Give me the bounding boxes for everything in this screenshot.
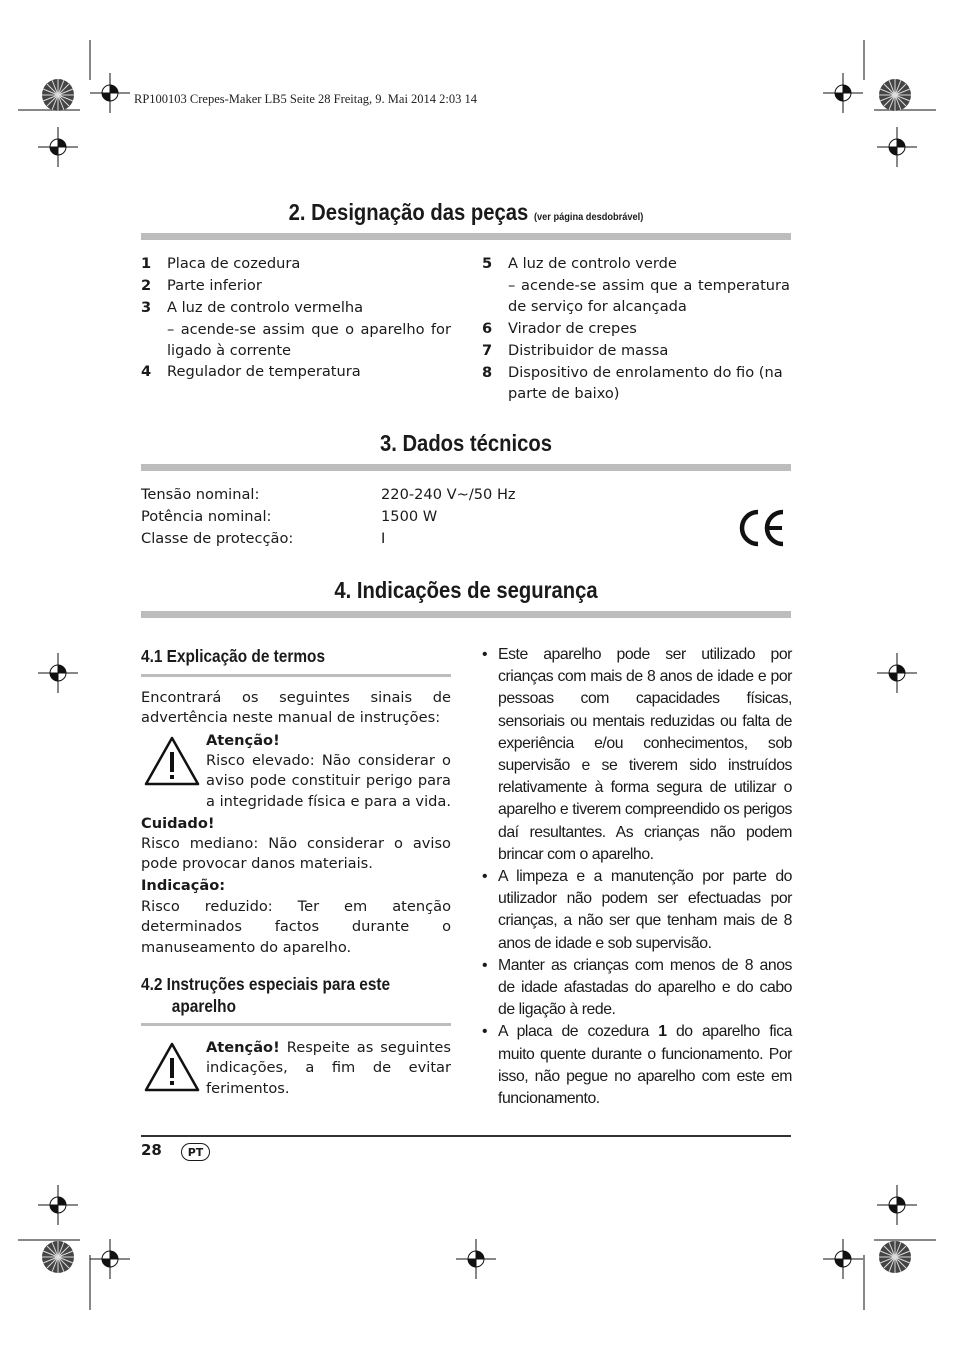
- note-text: Risco reduzido: Ter em atenção determinados factos durante o manuseamento do aparelho.: [141, 898, 451, 956]
- section-2-title-note: (ver página desdobrável): [533, 211, 644, 223]
- part-number: 2: [141, 276, 152, 294]
- bullet-text: A limpeza e a manutenção por parte do utilizador não podem ser efectuadas por crianças, a não ser que tenham mais de 8 anos de idade e sob supervisão.: [498, 868, 792, 952]
- part-number: 8: [482, 363, 493, 381]
- warning-triangle-icon: [143, 1041, 201, 1093]
- subsection-divider: [141, 1023, 451, 1026]
- tech-value: 1500 W: [381, 508, 438, 525]
- section-3-title: 3. Dados técnicos: [379, 430, 553, 456]
- part-reference: 1: [658, 1023, 667, 1041]
- ce-mark-icon: [737, 509, 787, 547]
- subsection-divider: [141, 674, 451, 677]
- part-label: A luz de controlo vermelha: [167, 298, 364, 316]
- note-label: Indicação:: [141, 877, 226, 894]
- tech-value: I: [381, 530, 386, 547]
- attention-text: Risco elevado: Não considerar o aviso pode constituir perigo para a integridade física e para a vida.: [206, 752, 451, 810]
- attention-block-2: [206, 1038, 451, 1099]
- parts-list-right: [482, 253, 792, 406]
- intro-text: Encontrará os seguintes sinais de advertência neste manual de instruções:: [141, 689, 451, 727]
- subsection-4-1-title: 4.1 Explicação de termos: [141, 646, 326, 666]
- bullet-item: • A placa de cozedura 1 do aparelho fica muito quente durante o funcionamento. Por isso, não pegue no aparelho com este em funcionamento.: [482, 1023, 792, 1108]
- bullet-item: • Este aparelho pode ser utilizado por crianças com mais de 8 anos de idade e por pessoas com capacidades físicas, sensoriais ou mentais reduzidas ou falta de experiência e/ou conhecimentos, sob supervisão e se tiverem sido instruídos relativamente à forma segura de utilizar o aparelho e tiverem compreendido os perigos daí resultantes. As crianças não podem brincar com o aparelho.: [482, 646, 792, 863]
- warning-triangle-icon: [143, 735, 201, 787]
- section-divider: [141, 233, 791, 240]
- part-number: 5: [482, 255, 493, 272]
- tech-label: Tensão nominal:: [141, 486, 260, 503]
- page-number: 28: [141, 1141, 162, 1159]
- attention-label: Atenção!: [206, 1039, 280, 1056]
- bullet-text: Este aparelho pode ser utilizado por crianças com mais de 8 anos de idade e por pessoas com capacidades físicas, sensoriais ou mentais reduzidas ou falta de experiência e/ou conhecimentos, sob supervisão e se tiverem sido instruídos relativamente à forma segura de utilizar o aparelho e tiverem compreendido os perigos daí resultantes. As crianças não podem brincar com o aparelho.: [498, 646, 792, 863]
- attention-label: Atenção!: [206, 732, 280, 749]
- part-label: Parte inferior: [167, 276, 262, 294]
- tech-label: Classe de protecção:: [141, 530, 294, 547]
- bullet-text: A placa de cozedura: [498, 1023, 659, 1041]
- footer-rule: [141, 1135, 791, 1137]
- section-divider: [141, 464, 791, 471]
- part-number: 4: [141, 362, 152, 380]
- print-header: RP100103 Crepes-Maker LB5 Seite 28 Freitag, 9. Mai 2014 2:03 14: [134, 92, 478, 106]
- attention-text: Respeite as seguintes indicações, a fim de evitar ferimentos.: [206, 1039, 452, 1097]
- caution-text: Risco mediano: Não considerar o aviso pode provocar danos materiais.: [141, 835, 451, 873]
- section-2-title: 2. Designação das peças (ver página desdobrável): [288, 199, 644, 225]
- part-label: A luz de controlo verde: [508, 255, 677, 272]
- part-label: Distribuidor de massa: [508, 341, 669, 359]
- part-label: Dispositivo de enrolamento do fio (na parte de baixo): [508, 363, 783, 402]
- part-label: Virador de crepes: [508, 319, 637, 337]
- part-number: 7: [482, 341, 493, 359]
- part-label: Placa de cozedura: [167, 255, 301, 272]
- parts-list-left: [141, 253, 451, 383]
- bullet-item: • Manter as crianças com menos de 8 anos de idade afastadas do aparelho e do cabo de ligação à rede.: [482, 956, 792, 1019]
- safety-bullets: [480, 644, 792, 1110]
- section-4-title: 4. Indicações de segurança: [334, 577, 598, 603]
- part-sub-note: – acende-se assim que o aparelho for ligado à corrente: [167, 320, 451, 359]
- part-number: 3: [141, 298, 152, 316]
- language-badge: PT: [181, 1143, 210, 1161]
- part-number: 6: [482, 319, 493, 337]
- tech-value: 220-240 V~/50 Hz: [381, 486, 516, 503]
- bullet-text: do aparelho fica muito quente durante o funcionamento. Por isso, não pegue no aparelho com este em funcionamento.: [498, 1023, 792, 1108]
- part-number: 1: [141, 255, 152, 272]
- subsection-4-2-title: [141, 973, 390, 1017]
- bullet-item: • A limpeza e a manutenção por parte do utilizador não podem ser efectuadas por crianças, a não ser que tenham mais de 8 anos de idade e sob supervisão.: [482, 868, 792, 952]
- part-sub-note: – acende-se assim que a temperatura de serviço for alcançada: [508, 276, 790, 315]
- section-divider: [141, 611, 791, 618]
- part-label: Regulador de temperatura: [167, 362, 361, 380]
- subsection-title-line: 4.2 Instruções especiais para este: [141, 974, 391, 994]
- bullet-text: Manter as crianças com menos de 8 anos de idade afastadas do aparelho e do cabo de ligação à rede.: [498, 956, 792, 1019]
- subsection-title-line: aparelho: [171, 996, 236, 1016]
- caution-label: Cuidado!: [141, 815, 215, 832]
- tech-label: Potência nominal:: [141, 508, 272, 525]
